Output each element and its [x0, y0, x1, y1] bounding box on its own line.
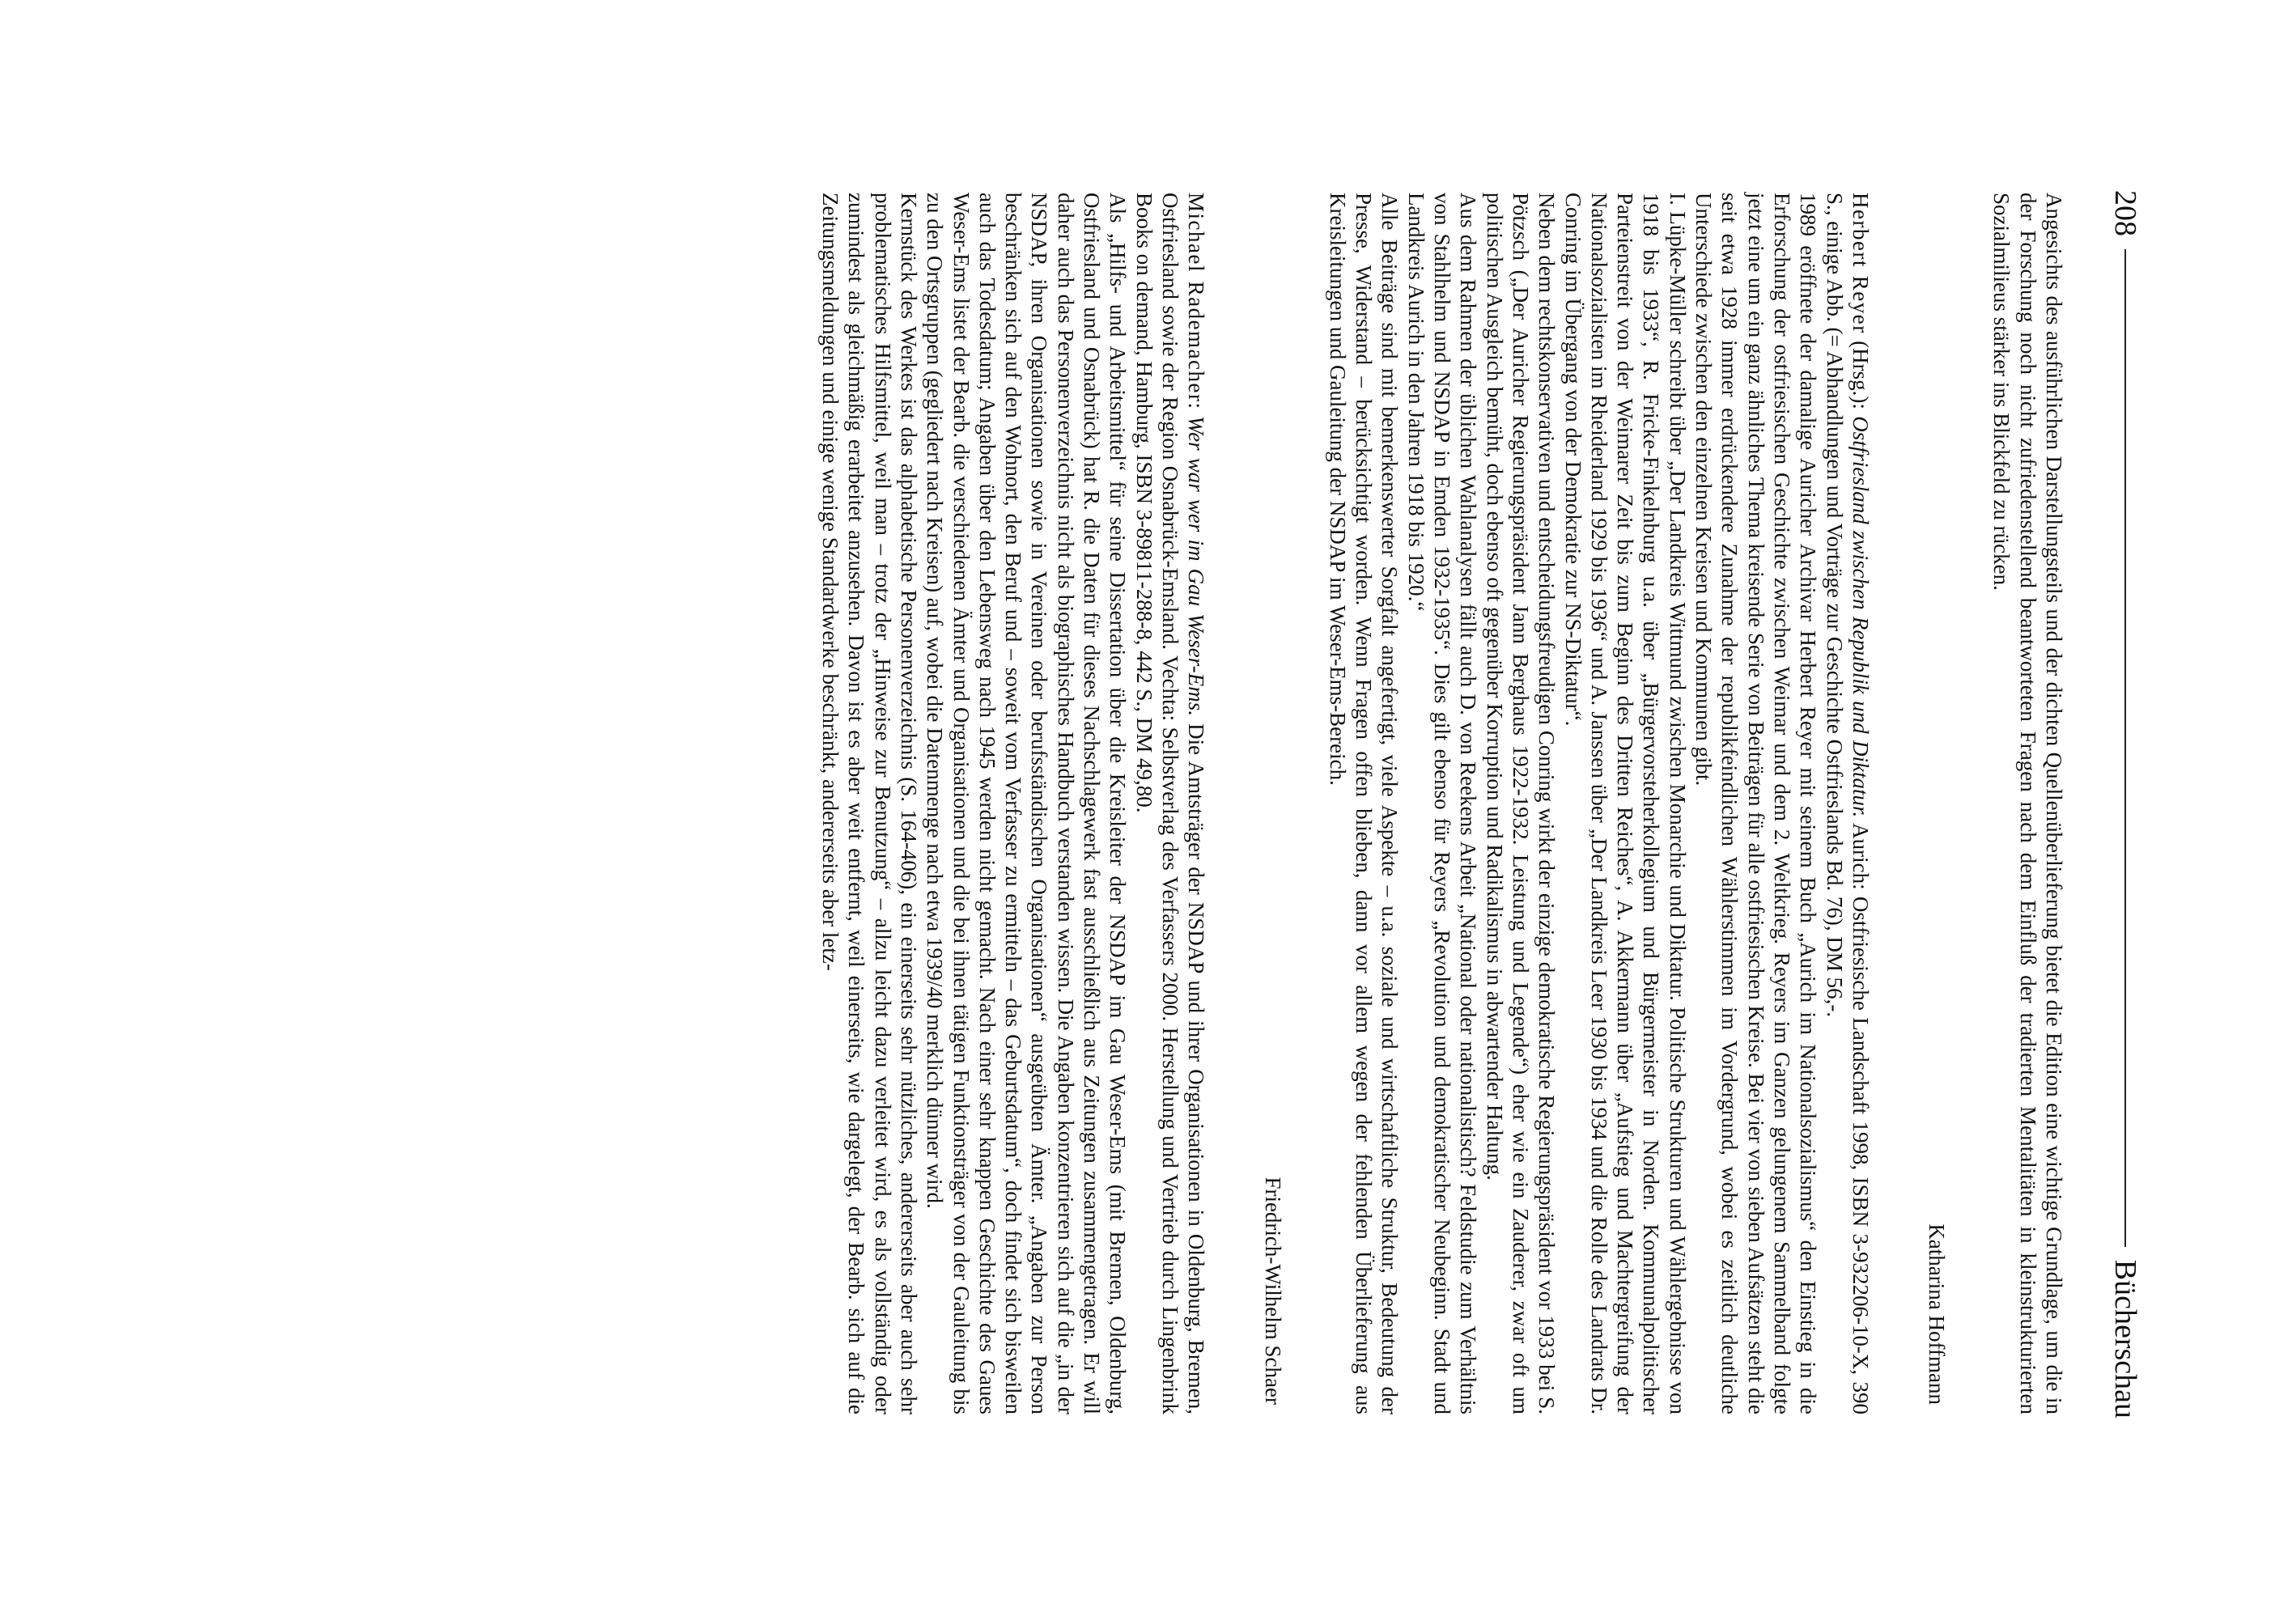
review2-paragraph-3: Neben dem rechtskonservativen und entscheidungsfreudigen Conring wirkt der einzige demokratische Regierungspräsident vor 1933 bei S. Pötzsch („Der Auricher Regierungspräsident Jann Berghaus 1922-1932. Leistung und Legende“) eher wie ein Zauderer, zwar oft um politischen Ausgleich bemüht, doch ebenso oft gegenüber Korruption und Radikalismus in abwartender Haltung. [1482, 193, 1560, 1414]
review3-colon: : [1184, 402, 1209, 417]
review3-author: Michael Rademacher [1184, 193, 1209, 403]
review2-editor-note: (Hrsg.): [1848, 333, 1873, 417]
section-title: Bücherschau [2108, 1259, 2142, 1418]
page-body [817, 193, 2067, 1414]
review2-biblio: Aurich: Ostfriesische Landschaft 1998, ISBN 3-932206-10-X, 390 S., einige Abb. (= Abhandlungen und Vorträge zur Geschichte Ostfrieslands Bd. 76), DM 56,-. [1822, 193, 1873, 1415]
review3-title: Wer war wer im Gau Weser-Ems. [1184, 416, 1209, 716]
review3-paragraph-2: Kernstück des Werkes ist das alphabetische Personenverzeichnis (S. 164-406), ein einerseits sehr nützliches, andererseits aber auch sehr problematisches Hilfsmittel, weil man – trotz der „Hinweise zur Benutzung“ – allzu leicht dazu verleitet wird, es als vollständig oder zumindest als gleichmäßig erarbeitet anzusehen. Davon ist es aber weit entfernt, weil einerseits, wie dargelegt, der Bearb. sich auf die Zeitungsmeldungen und einige wenige Standardwerke beschränkt, andererseits aber letz- [818, 193, 922, 1414]
review1-signature: Katharina Hoffmann [1925, 1223, 1950, 1405]
review2-author: Herbert Reyer [1848, 193, 1873, 334]
review2-title: Ostfriesland zwischen Republik und Diktatur. [1848, 416, 1873, 818]
review3-bibliography [1131, 193, 1209, 1414]
review2-paragraph-5: Alle Beiträge sind mit bemerkenswerter Sorgfalt angefertigt, viele Aspekte – u.a. soziale und wirtschaftliche Struktur, Bedeutung der Presse, Widerstand – berücksichtigt worden. Wenn Fragen offen blieben, dann vor allem wegen der fehlenden Überlieferung aus Kreisleitungen und Gauleitung der NSDAP im Weser-Ems-Bereich. [1325, 193, 1403, 1414]
review2-paragraph-1: 1989 eröffnete der damalige Auricher Archivar Herbert Reyer mit seinem Buch „Aurich im Nationalsozialismus“ den Einstieg in die Erforschung der ostfriesischen Geschichte zwischen Weimar und dem 2. Weltkrieg. Reyers im Ganzen gelungenem Sammelband folgte jetzt eine um ein ganz ähnliches Thema kreisende Serie von Beiträgen für alle ostfriesischen Kreise. Bei vier von sieben Aufsätzen steht die seit etwa 1928 immer erdrückendere Zunahme der republikfeindlichen Wählerstimmen im Vordergrund, wobei es zeitlich deutliche Unterschiede zwischen den einzelnen Kreisen und Kommunen gibt. [1691, 193, 1821, 1414]
review2-paragraph-2: I. Lüpke-Müller schreibt über „Der Landkreis Wittmund zwischen Monarchie und Diktatur. Politische Strukturen und Wählergebnisse von 1918 bis 1933“, R. Fricke-Finkelnburg u.a. über „Bürgervorsteherkollegium und Bürgermeister in Norden. Kommunalpolitischer Parteienstreit von der Weimarer Zeit bis zum Beginn des Dritten Reiches“, A. Akkermann über „Aufstieg und Machtergreifung der Nationalsozialisten im Rheiderland 1929 bis 1936“ und A. Janssen über „Der Landkreis Leer 1930 bis 1934 und die Rolle des Landrats Dr. Conring im Übergang von der Demokratie zur NS-Diktatur“. [1560, 193, 1690, 1414]
header-rule [2124, 249, 2126, 1247]
page-number: 208 [2108, 190, 2142, 236]
running-head [2101, 190, 2150, 1418]
review3-paragraph-1: Als „Hilfs- und Arbeitsmittel“ für seine Dissertation über die Kreisleiter der NSDAP im Gau Weser-Ems (mit Bremen, Oldenburg, Ostfriesland und Osnabrück) hat R. die Daten für dieses Nachschlagewerk fast ausschließlich aus Zeitungen zusammengetragen. Er will daher auch das Personenverzeichnis nicht als biographisches Handbuch verstanden wissen. Die Angaben konzentrieren sich auf die „in der NSDAP, ihren Organisationen sowie in Vereinen oder berufsständischen Organisationen“ ausgeübten Ämter. „Angaben zur Person beschränken sich auf den Wohnort, den Beruf und – soweit vom Verfasser zu ermitteln – das Geburtsdatum“, doch findet sich bisweilen auch das Todesdatum; Angaben über den Lebensweg nach 1945 werden nicht gemacht. Nach einer sehr knappen Geschichte des Gaues Weser-Ems listet der Bearb. die verschiedenen Ämter und Organisationen und die bei ihnen tätigen Funktionsträger von der Gauleitung bis zu den Ortsgruppen (gegliedert nach Kreisen) auf, wobei die Datenmenge nach etwa 1939/40 merklich dünner wird. [923, 193, 1131, 1414]
review1-paragraph: Angesichts des ausführlichen Darstellungsteils und der dichten Quellenüberlieferung bietet die Edition eine wichtige Grundlage, um die in der Forschung noch nicht zufriedenstellend beantworteten Fragen nach dem Einfluß der tradierten Mentalitäten in kleinstrukturierten Sozialmilieus stärker ins Blickfeld zu rücken. [1989, 193, 2066, 1414]
review3-biblio: Die Amtsträger der NSDAP und ihrer Organisationen in Oldenburg, Bremen, Ostfriesland sowie der Region Osnabrück-Emsland. Vechta: Selbstverlag des Verfassers 2000. Herstellung und Vertrieb durch Lingenbrink Books on demand, Hamburg, ISBN 3-89811-288-8, 442 S., DM 49,80. [1131, 193, 1209, 1414]
review2-paragraph-4: Aus dem Rahmen der üblichen Wahlanalysen fällt auch D. von Reekens Arbeit „National oder nationalistisch? Feldstudie zum Verhältnis von Stahlhelm und NSDAP in Emden 1932-1935“. Dies gilt ebenso für Reyers „Revolution und demokratischer Neubeginn. Stadt und Landkreis Aurich in den Jahren 1918 bis 1920.“ [1403, 193, 1481, 1414]
review2-bibliography [1821, 193, 1874, 1414]
review2-signature: Friedrich-Wilhelm Schaer [1260, 1177, 1285, 1405]
